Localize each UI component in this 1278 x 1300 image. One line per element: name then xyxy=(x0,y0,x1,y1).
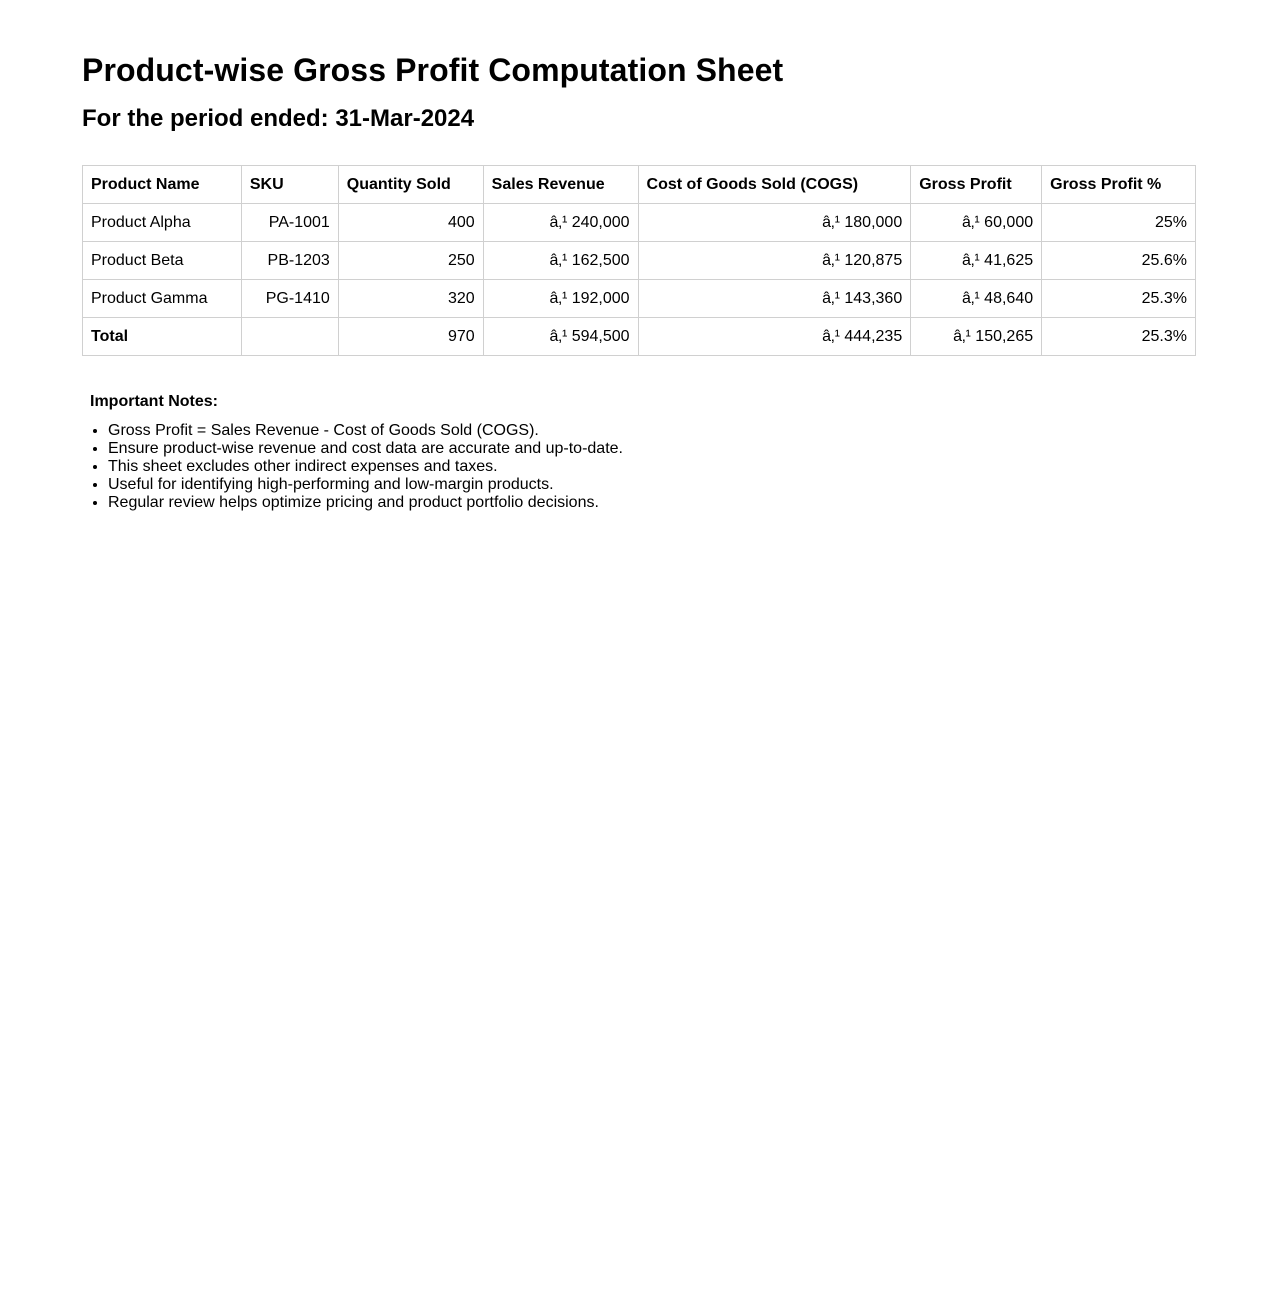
cell-sku: PB-1203 xyxy=(241,242,338,280)
list-item: • Gross Profit = Sales Revenue - Cost of Goods Sold (COGS). xyxy=(108,422,1196,440)
table-row xyxy=(83,242,1196,280)
cell-product-name: Product Alpha xyxy=(83,204,242,242)
header-gross-profit-percent: Gross Profit % xyxy=(1042,166,1196,204)
header-gross-profit: Gross Profit xyxy=(911,166,1042,204)
cell-cogs: â‚¹ 143,360 xyxy=(638,280,911,318)
cell-product-name: Product Gamma xyxy=(83,280,242,318)
cell-total-gross-profit-percent: 25.3% xyxy=(1042,318,1196,356)
cell-gross-profit-percent: 25.3% xyxy=(1042,280,1196,318)
cell-quantity-sold: 320 xyxy=(338,280,483,318)
page-title: Product-wise Gross Profit Computation Sheet xyxy=(82,52,784,88)
cell-quantity-sold: 250 xyxy=(338,242,483,280)
notes-list xyxy=(90,422,1196,512)
cell-sku: PA-1001 xyxy=(241,204,338,242)
document-page xyxy=(0,0,1278,512)
table-header-row xyxy=(83,166,1196,204)
cell-total-sku xyxy=(241,318,338,356)
cell-cogs: â‚¹ 180,000 xyxy=(638,204,911,242)
cell-quantity-sold: 400 xyxy=(338,204,483,242)
cell-total-gross-profit: â‚¹ 150,265 xyxy=(911,318,1042,356)
list-item: • Ensure product-wise revenue and cost data are accurate and up-to-date. xyxy=(108,440,1196,458)
cell-sales-revenue: â‚¹ 162,500 xyxy=(483,242,638,280)
notes-section xyxy=(82,392,1196,512)
cell-sales-revenue: â‚¹ 240,000 xyxy=(483,204,638,242)
cell-total-cogs: â‚¹ 444,235 xyxy=(638,318,911,356)
header-cogs: Cost of Goods Sold (COGS) xyxy=(638,166,911,204)
cell-gross-profit-percent: 25% xyxy=(1042,204,1196,242)
cell-sales-revenue: â‚¹ 192,000 xyxy=(483,280,638,318)
cell-total-quantity: 970 xyxy=(338,318,483,356)
cell-product-name: Product Beta xyxy=(83,242,242,280)
header-sales-revenue: Sales Revenue xyxy=(483,166,638,204)
cell-total-sales-revenue: â‚¹ 594,500 xyxy=(483,318,638,356)
header-sku: SKU xyxy=(241,166,338,204)
notes-title: Important Notes: xyxy=(90,393,218,410)
cell-total-label: Total xyxy=(83,318,242,356)
period-subtitle: For the period ended: 31-Mar-2024 xyxy=(82,105,475,132)
table-total-row xyxy=(83,318,1196,356)
list-item: • Useful for identifying high-performing and low-margin products. xyxy=(108,476,1196,494)
table-row xyxy=(83,280,1196,318)
cell-gross-profit-percent: 25.6% xyxy=(1042,242,1196,280)
cell-gross-profit: â‚¹ 60,000 xyxy=(911,204,1042,242)
table-row xyxy=(83,204,1196,242)
cell-cogs: â‚¹ 120,875 xyxy=(638,242,911,280)
list-item: • Regular review helps optimize pricing and product portfolio decisions. xyxy=(108,494,1196,512)
cell-gross-profit: â‚¹ 48,640 xyxy=(911,280,1042,318)
cell-gross-profit: â‚¹ 41,625 xyxy=(911,242,1042,280)
header-quantity-sold: Quantity Sold xyxy=(338,166,483,204)
list-item: • This sheet excludes other indirect expenses and taxes. xyxy=(108,458,1196,476)
cell-sku: PG-1410 xyxy=(241,280,338,318)
gross-profit-table xyxy=(82,165,1196,356)
header-product-name: Product Name xyxy=(83,166,242,204)
